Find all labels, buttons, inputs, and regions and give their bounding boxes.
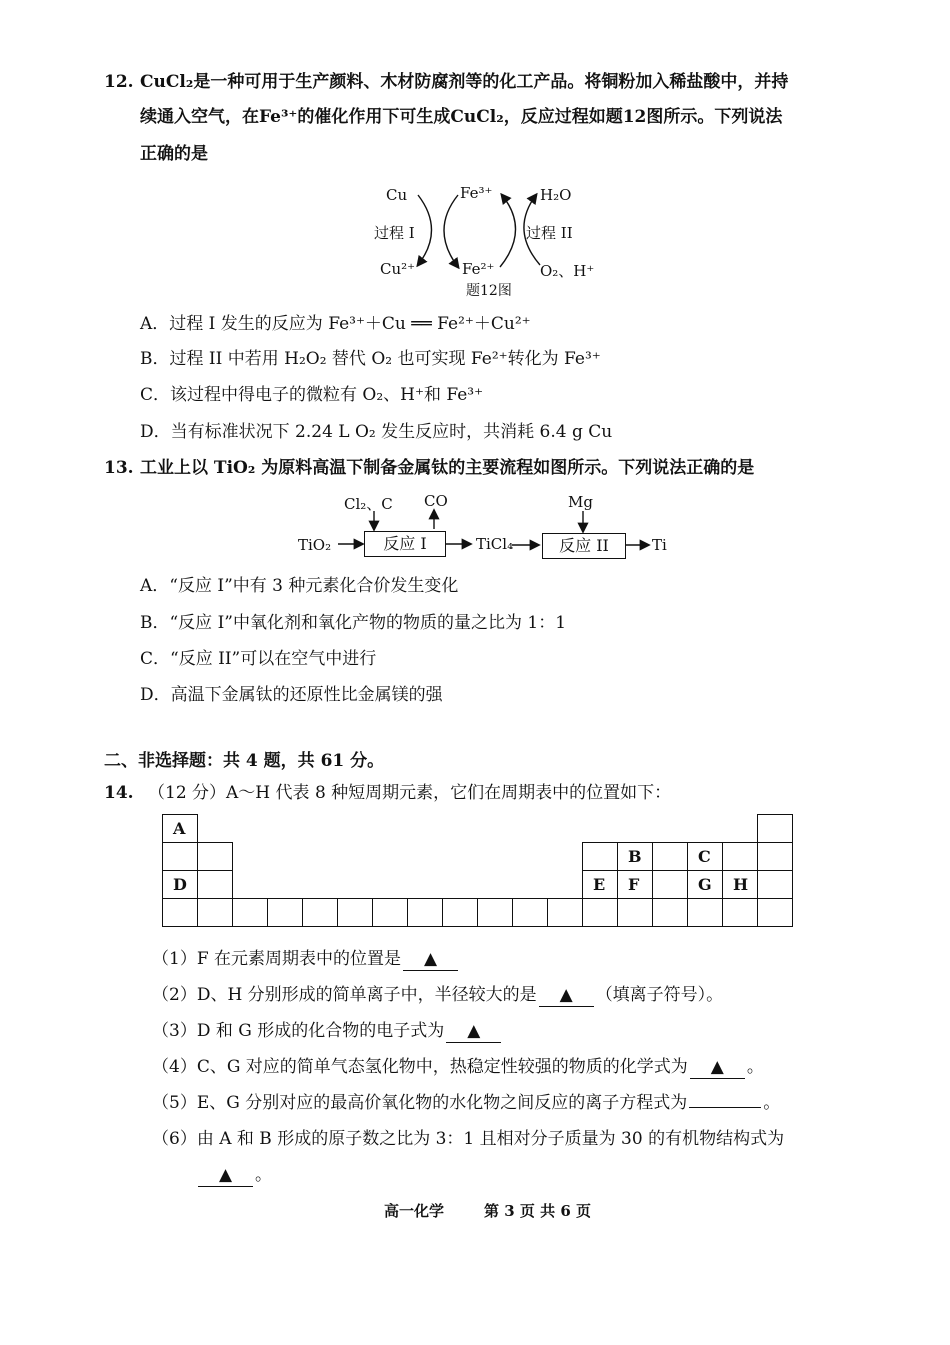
label-cu2: Cu²⁺ <box>380 260 416 278</box>
sub6-tail: 。 <box>255 1165 272 1185</box>
q13-number: 13. <box>104 458 134 478</box>
cell-c: C <box>688 843 723 871</box>
q12-number: 12. <box>104 72 134 92</box>
flow-arrows <box>330 505 660 555</box>
q14-number: 14. <box>104 783 134 803</box>
label-reagents1: Cl₂、C <box>344 495 393 513</box>
q12-option-b: B．过程 II 中若用 H₂O₂ 替代 O₂ 也可实现 Fe²⁺转化为 Fe³⁺ <box>140 349 601 369</box>
reaction2-box: 反应 II <box>542 533 626 559</box>
q14-sub5 <box>152 1092 780 1114</box>
q14-sub2 <box>152 984 723 1007</box>
q12-option-d: D．当有标准状况下 2.24 L O₂ 发生反应时，共消耗 6.4 g Cu <box>140 422 613 442</box>
q12-stem-line3: 正确的是 <box>140 144 208 164</box>
cycle-arrows <box>400 185 560 275</box>
cell-b: B <box>618 843 653 871</box>
q14-stem: （12 分）A～H 代表 8 种短周期元素，它们在周期表中的位置如下： <box>148 783 672 803</box>
reaction1-box: 反应 I <box>364 531 446 557</box>
arrow-cu-to-cu2 <box>418 195 432 265</box>
q12-stem-line2: 续通入空气，在Fe³⁺的催化作用下可生成CuCl₂，反应过程如题12图所示。下列说法 <box>140 107 783 127</box>
footer-page-info: 第 3 页 共 6 页 <box>484 1202 591 1220</box>
footer-subject: 高一化学 <box>384 1202 445 1220</box>
cell-e: E <box>583 871 618 899</box>
sub5-text: （5）E、G 分别对应的最高价氧化物的水化物之间反应的离子方程式为 <box>152 1093 688 1113</box>
sub5-answer-blank[interactable] <box>689 1107 761 1108</box>
label-ti: Ti <box>652 536 667 554</box>
arrow-fe2-to-fe3 <box>500 195 516 267</box>
q12-option-c: C．该过程中得电子的微粒有 O₂、H⁺和 Fe³⁺ <box>140 385 484 405</box>
q14-sub6: （6）由 A 和 B 形成的原子数之比为 3：1 且相对分子质量为 30 的有机物结构式为 <box>152 1129 785 1149</box>
q14-sub1 <box>152 948 460 971</box>
q13-stem: 工业上以 TiO₂ 为原料高温下制备金属钛的主要流程如图所示。下列说法正确的是 <box>140 458 755 478</box>
q13-option-d: D．高温下金属钛的还原性比金属镁的强 <box>140 685 443 705</box>
cell-h: H <box>723 871 758 899</box>
label-fe3: Fe³⁺ <box>460 184 493 202</box>
sub2-tail: （填离子符号）。 <box>595 985 724 1005</box>
sub4-answer-blank[interactable]: ▲ <box>690 1056 745 1079</box>
sub4-tail: 。 <box>746 1057 764 1077</box>
label-ticl4: TiCl₄ <box>476 535 514 553</box>
arrow-o2-to-h2o <box>524 195 540 265</box>
cell-f: F <box>618 871 653 899</box>
sub3-text: （3）D 和 G 形成的化合物的电子式为 <box>152 1021 445 1041</box>
label-cu: Cu <box>386 186 408 204</box>
figure-caption: 题12图 <box>466 283 512 299</box>
sub5-tail: 。 <box>763 1093 781 1113</box>
sub1-text: （1）F 在元素周期表中的位置是 <box>152 949 402 969</box>
label-process1: 过程 I <box>374 224 415 242</box>
sub4-text: （4）C、G 对应的简单气态氢化物中，热稳定性较强的物质的化学式为 <box>152 1057 688 1077</box>
label-h2o: H₂O <box>540 186 572 204</box>
sub2-text: （2）D、H 分别形成的简单离子中，半径较大的是 <box>152 985 537 1005</box>
cell-d: D <box>163 871 198 899</box>
label-o2h: O₂、H⁺ <box>540 262 595 280</box>
q14-sub6-answer-line <box>196 1164 272 1187</box>
q13-option-b: B．“反应 I”中氧化剂和氧化产物的物质的量之比为 1：1 <box>140 613 567 633</box>
q14-sub3 <box>152 1020 503 1043</box>
label-co: CO <box>424 492 448 510</box>
cell-g: G <box>688 871 723 899</box>
label-fe2: Fe²⁺ <box>462 260 495 278</box>
label-process2: 过程 II <box>526 224 573 242</box>
label-tio2: TiO₂ <box>298 536 332 554</box>
sub3-answer-blank[interactable]: ▲ <box>446 1020 501 1043</box>
label-mg: Mg <box>568 493 593 511</box>
arrow-fe3-to-fe2 <box>444 195 458 267</box>
sub2-answer-blank[interactable]: ▲ <box>539 984 594 1007</box>
q13-option-a: A．“反应 I”中有 3 种元素化合价发生变化 <box>140 576 459 596</box>
cell-a: A <box>163 815 198 843</box>
sub1-answer-blank[interactable]: ▲ <box>403 948 458 971</box>
q12-stem-line1: CuCl₂是一种可用于生产颜料、木材防腐剂等的化工产品。将铜粉加入稀盐酸中，并持 <box>140 72 789 92</box>
q13-option-c: C．“反应 II”可以在空气中进行 <box>140 649 377 669</box>
q12-option-a: A．过程 I 发生的反应为 Fe³⁺＋Cu ══ Fe²⁺＋Cu²⁺ <box>140 314 531 334</box>
sub6-answer-blank[interactable]: ▲ <box>198 1164 253 1187</box>
periodic-table <box>162 814 793 927</box>
section2-heading: 二、非选择题：共 4 题，共 61 分。 <box>104 751 385 771</box>
q14-sub4 <box>152 1056 764 1079</box>
